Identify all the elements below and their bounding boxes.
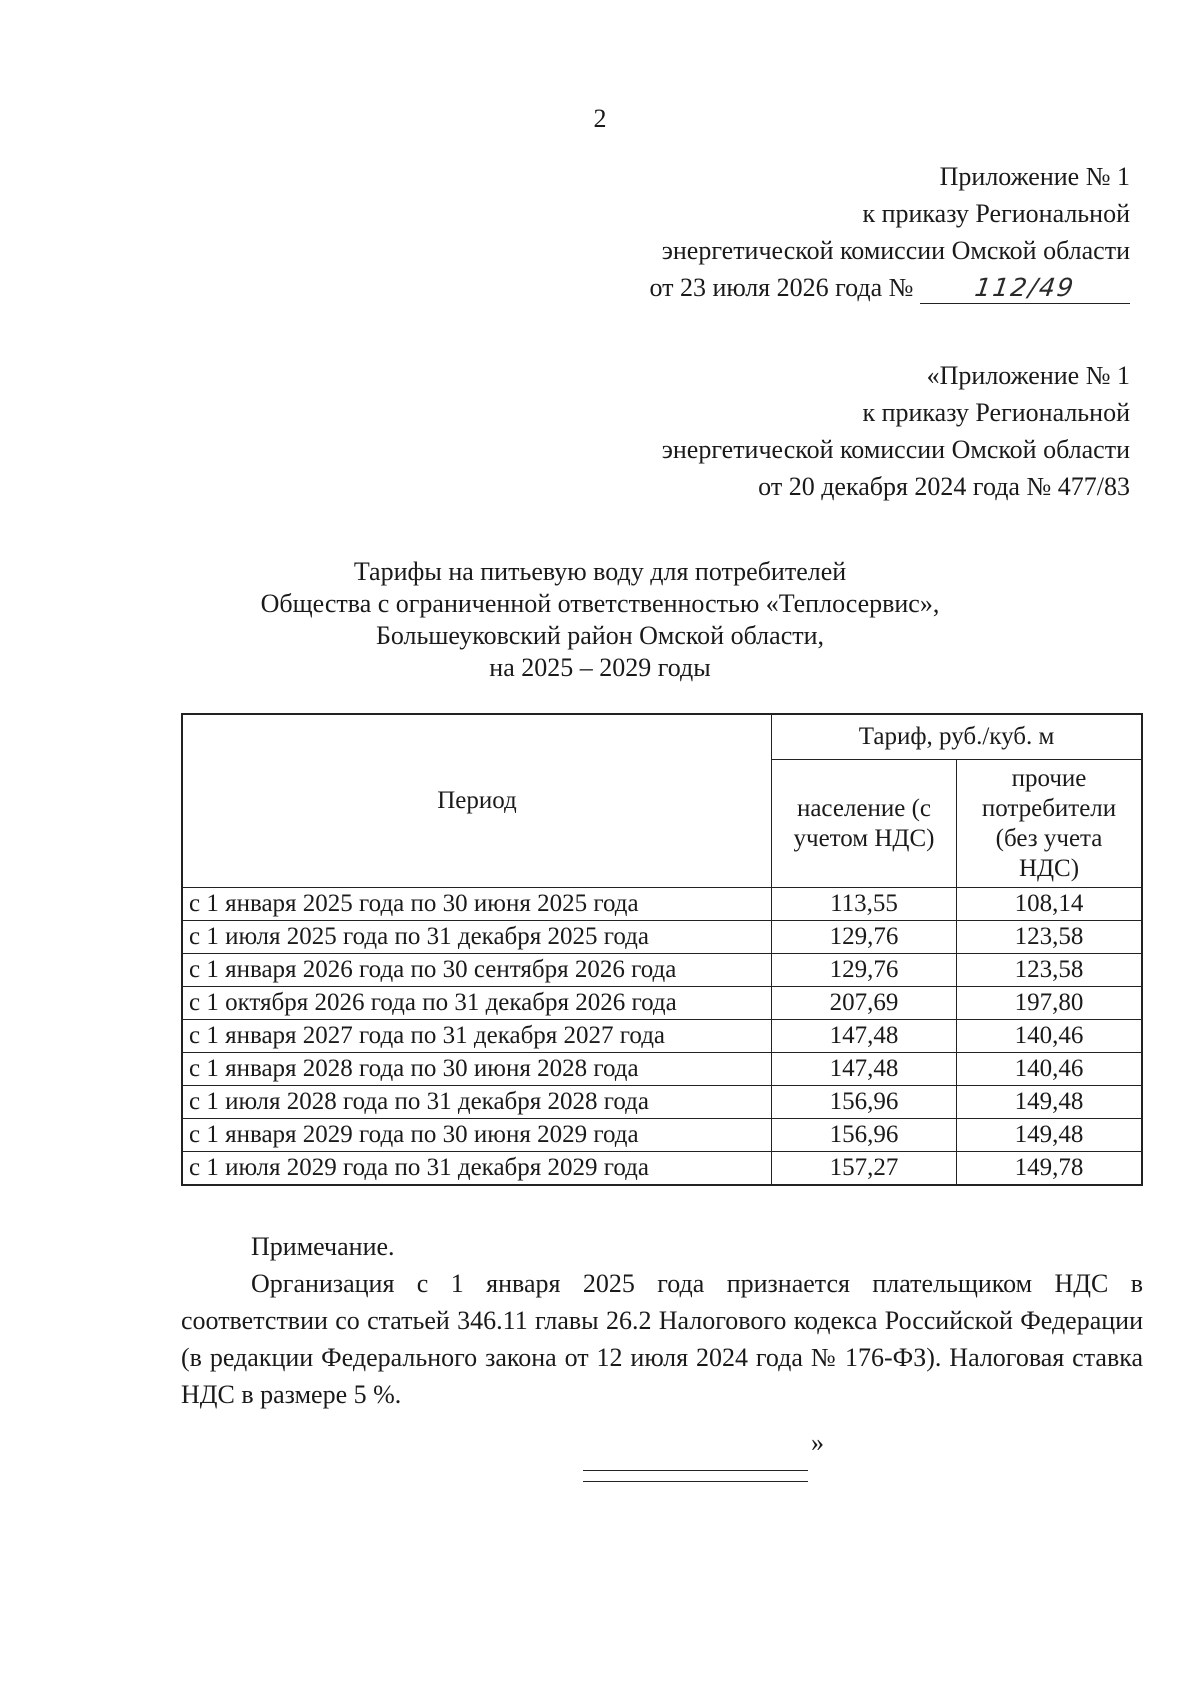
previous-appendix-order-ref: к приказу Региональной: [862, 398, 1130, 427]
period-cell: с 1 июля 2028 года по 31 декабря 2028 года: [182, 1086, 772, 1119]
table-row: [182, 1086, 1142, 1119]
tariff-table: [181, 713, 1143, 1186]
other-tariff-cell: 140,46: [957, 1053, 1143, 1086]
title-line-4: на 2025 – 2029 годы: [489, 653, 711, 682]
population-tariff-cell: 129,76: [772, 921, 957, 954]
document-title: [0, 556, 1200, 684]
header-period: Период: [182, 714, 772, 888]
order-number-field: [920, 273, 1130, 304]
population-tariff-cell: 147,48: [772, 1053, 957, 1086]
note-section: [181, 1228, 1143, 1413]
period-cell: с 1 января 2027 года по 31 декабря 2027 года: [182, 1020, 772, 1053]
period-cell: с 1 января 2029 года по 30 июня 2029 года: [182, 1119, 772, 1152]
appendix-header-previous: [662, 357, 1130, 505]
header-tariff: Тариф, руб./куб. м: [772, 714, 1143, 760]
header-other-consumers: прочие потребители (без учета НДС): [957, 760, 1143, 888]
page-number: 2: [593, 104, 607, 133]
period-cell: с 1 октября 2026 года по 31 декабря 2026 года: [182, 987, 772, 1020]
appendix-commission: энергетической комиссии Омской области: [661, 236, 1130, 265]
previous-appendix-commission: энергетической комиссии Омской области: [661, 435, 1130, 464]
previous-appendix-date: от 20 декабря 2024 года № 477/83: [758, 472, 1130, 501]
closing-quote: »: [811, 1428, 824, 1457]
population-tariff-cell: 156,96: [772, 1119, 957, 1152]
period-cell: с 1 января 2026 года по 30 сентября 2026 года: [182, 954, 772, 987]
table-row: [182, 1053, 1142, 1086]
header-population: население (с учетом НДС): [772, 760, 957, 888]
table-row: [182, 1119, 1142, 1152]
other-tariff-cell: 140,46: [957, 1020, 1143, 1053]
population-tariff-cell: 129,76: [772, 954, 957, 987]
note-title: Примечание.: [251, 1232, 395, 1261]
note-body: Организация с 1 января 2025 года признается плательщиком НДС в соответствии со статьей 346.11 главы 26.2 Налогового кодекса Российской Федерации (в редакции Федерального закона от 12 июля 2024 года № 176-ФЗ). Налоговая ставка НДС в размере 5 %.: [181, 1269, 1143, 1409]
table-row: [182, 888, 1142, 921]
appendix-date-line: [650, 269, 1131, 306]
other-tariff-cell: 149,48: [957, 1086, 1143, 1119]
appendix-header-current: [650, 158, 1131, 306]
closing-divider: [583, 1440, 808, 1471]
population-tariff-cell: 113,55: [772, 888, 957, 921]
other-tariff-cell: 123,58: [957, 954, 1143, 987]
other-tariff-cell: 108,14: [957, 888, 1143, 921]
period-cell: с 1 июля 2029 года по 31 декабря 2029 года: [182, 1152, 772, 1186]
appendix-order-ref: к приказу Региональной: [862, 199, 1130, 228]
handwritten-order-number: 112/49: [973, 273, 1078, 302]
other-tariff-cell: 149,48: [957, 1119, 1143, 1152]
population-tariff-cell: 147,48: [772, 1020, 957, 1053]
population-tariff-cell: 157,27: [772, 1152, 957, 1186]
end-divider: [583, 1480, 808, 1482]
other-tariff-cell: 197,80: [957, 987, 1143, 1020]
title-line-2: Общества с ограниченной ответственностью «Теплосервис»,: [260, 589, 940, 618]
title-line-1: Тарифы на питьевую воду для потребителей: [353, 557, 847, 586]
table-row: [182, 1020, 1142, 1053]
table-row: [182, 954, 1142, 987]
population-tariff-cell: 207,69: [772, 987, 957, 1020]
previous-appendix-title: «Приложение № 1: [926, 361, 1130, 390]
table-row: [182, 987, 1142, 1020]
title-line-3: Большеуковский район Омской области,: [375, 621, 825, 650]
appendix-title: Приложение № 1: [939, 162, 1130, 191]
period-cell: с 1 июля 2025 года по 31 декабря 2025 года: [182, 921, 772, 954]
population-tariff-cell: 156,96: [772, 1086, 957, 1119]
other-tariff-cell: 123,58: [957, 921, 1143, 954]
period-cell: с 1 января 2028 года по 30 июня 2028 года: [182, 1053, 772, 1086]
tariff-rows: [182, 888, 1142, 1186]
appendix-date: от 23 июля 2026 года №: [649, 273, 914, 302]
table-row: [182, 921, 1142, 954]
other-tariff-cell: 149,78: [957, 1152, 1143, 1186]
period-cell: с 1 января 2025 года по 30 июня 2025 года: [182, 888, 772, 921]
table-row: [182, 1152, 1142, 1186]
